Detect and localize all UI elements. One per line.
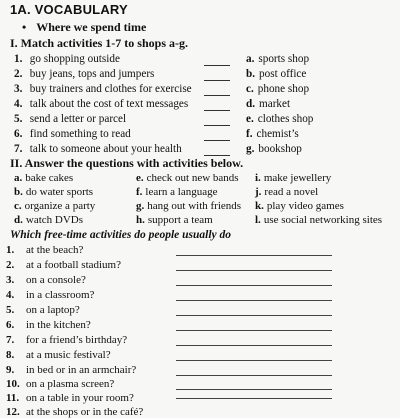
question-row: 10. on a plasma screen? [6, 378, 115, 390]
activity-option: i. make jewellery [255, 172, 332, 184]
answer-blank[interactable] [204, 140, 230, 141]
question-row: 3. on a console? [6, 274, 86, 286]
activity-row: 3. buy trainers and clothes for exercise [14, 83, 192, 95]
question-row: 8. at a music festival? [6, 349, 111, 361]
section2-heading: II. Answer the questions with activities below. [10, 156, 244, 170]
question-row: 11. on a table in your room? [6, 392, 134, 404]
shop-option: c. phone shop [246, 83, 310, 95]
activity-option: a. bake cakes [14, 172, 74, 184]
page-title: 1A. VOCABULARY [10, 2, 128, 17]
answer-blank[interactable] [204, 80, 230, 81]
question-row: 2. at a football stadium? [6, 259, 121, 271]
answer-blank[interactable] [204, 65, 230, 66]
activity-option: j. read a novel [255, 186, 319, 198]
activity-option: c. organize a party [14, 200, 96, 212]
activity-option: g. hang out with friends [136, 200, 242, 212]
activity-row: 1. go shopping outside [14, 53, 120, 65]
shop-option: e. clothes shop [246, 113, 314, 125]
answer-line[interactable] [176, 389, 332, 390]
shop-option: d. market [246, 98, 291, 110]
activity-row: 5. send a letter or parcel [14, 113, 127, 125]
activity-option: b. do water sports [14, 186, 94, 198]
answer-line[interactable] [176, 360, 332, 361]
answer-line[interactable] [176, 345, 332, 346]
question-row: 9. in bed or in an armchair? [6, 364, 137, 376]
answer-blank[interactable] [204, 125, 230, 126]
question-row: 6. in the kitchen? [6, 319, 91, 331]
question-row: 1. at the beach? [6, 244, 84, 256]
question-row: 5. on a laptop? [6, 304, 80, 316]
answer-line[interactable] [176, 315, 332, 316]
activity-option: e. check out new bands [136, 172, 239, 184]
answer-line[interactable] [176, 375, 332, 376]
answer-line[interactable] [176, 270, 332, 271]
answer-line[interactable] [176, 255, 332, 256]
shop-option: b. post office [246, 68, 307, 80]
subtitle [22, 20, 146, 35]
answer-blank[interactable] [204, 95, 230, 96]
subtitle-text: Where we spend time [36, 20, 147, 34]
activity-option: h. support a team [136, 214, 213, 226]
answer-line[interactable] [176, 285, 332, 286]
answer-line[interactable] [176, 330, 332, 331]
activity-row: 6. find something to read [14, 128, 131, 140]
activity-row: 2. buy jeans, tops and jumpers [14, 68, 155, 80]
question-row: 12. at the shops or in the café? [6, 406, 144, 418]
shop-option: g. bookshop [246, 143, 302, 155]
activity-option: d. watch DVDs [14, 214, 84, 226]
section1-heading: I. Match activities 1-7 to shops a-g. [10, 36, 188, 50]
question-row: 4. in a classroom? [6, 289, 95, 301]
shop-option: f. chemist’s [246, 128, 299, 140]
activity-option: f. learn a language [136, 186, 218, 198]
shop-option: a. sports shop [246, 53, 310, 65]
bullet-icon: • [22, 20, 27, 34]
activity-row: 7. talk to someone about your health [14, 143, 182, 155]
activity-row: 4. talk about the cost of text messages [14, 98, 189, 110]
answer-blank[interactable] [204, 110, 230, 111]
answer-line[interactable] [176, 300, 332, 301]
activity-option: k. play video games [255, 200, 344, 212]
question-row: 7. for a friend’s birthday? [6, 334, 128, 346]
activity-option: l. use social networking sites [255, 214, 383, 226]
answer-line[interactable] [176, 398, 332, 399]
question-heading: Which free-time activities do people usually do [10, 229, 232, 241]
